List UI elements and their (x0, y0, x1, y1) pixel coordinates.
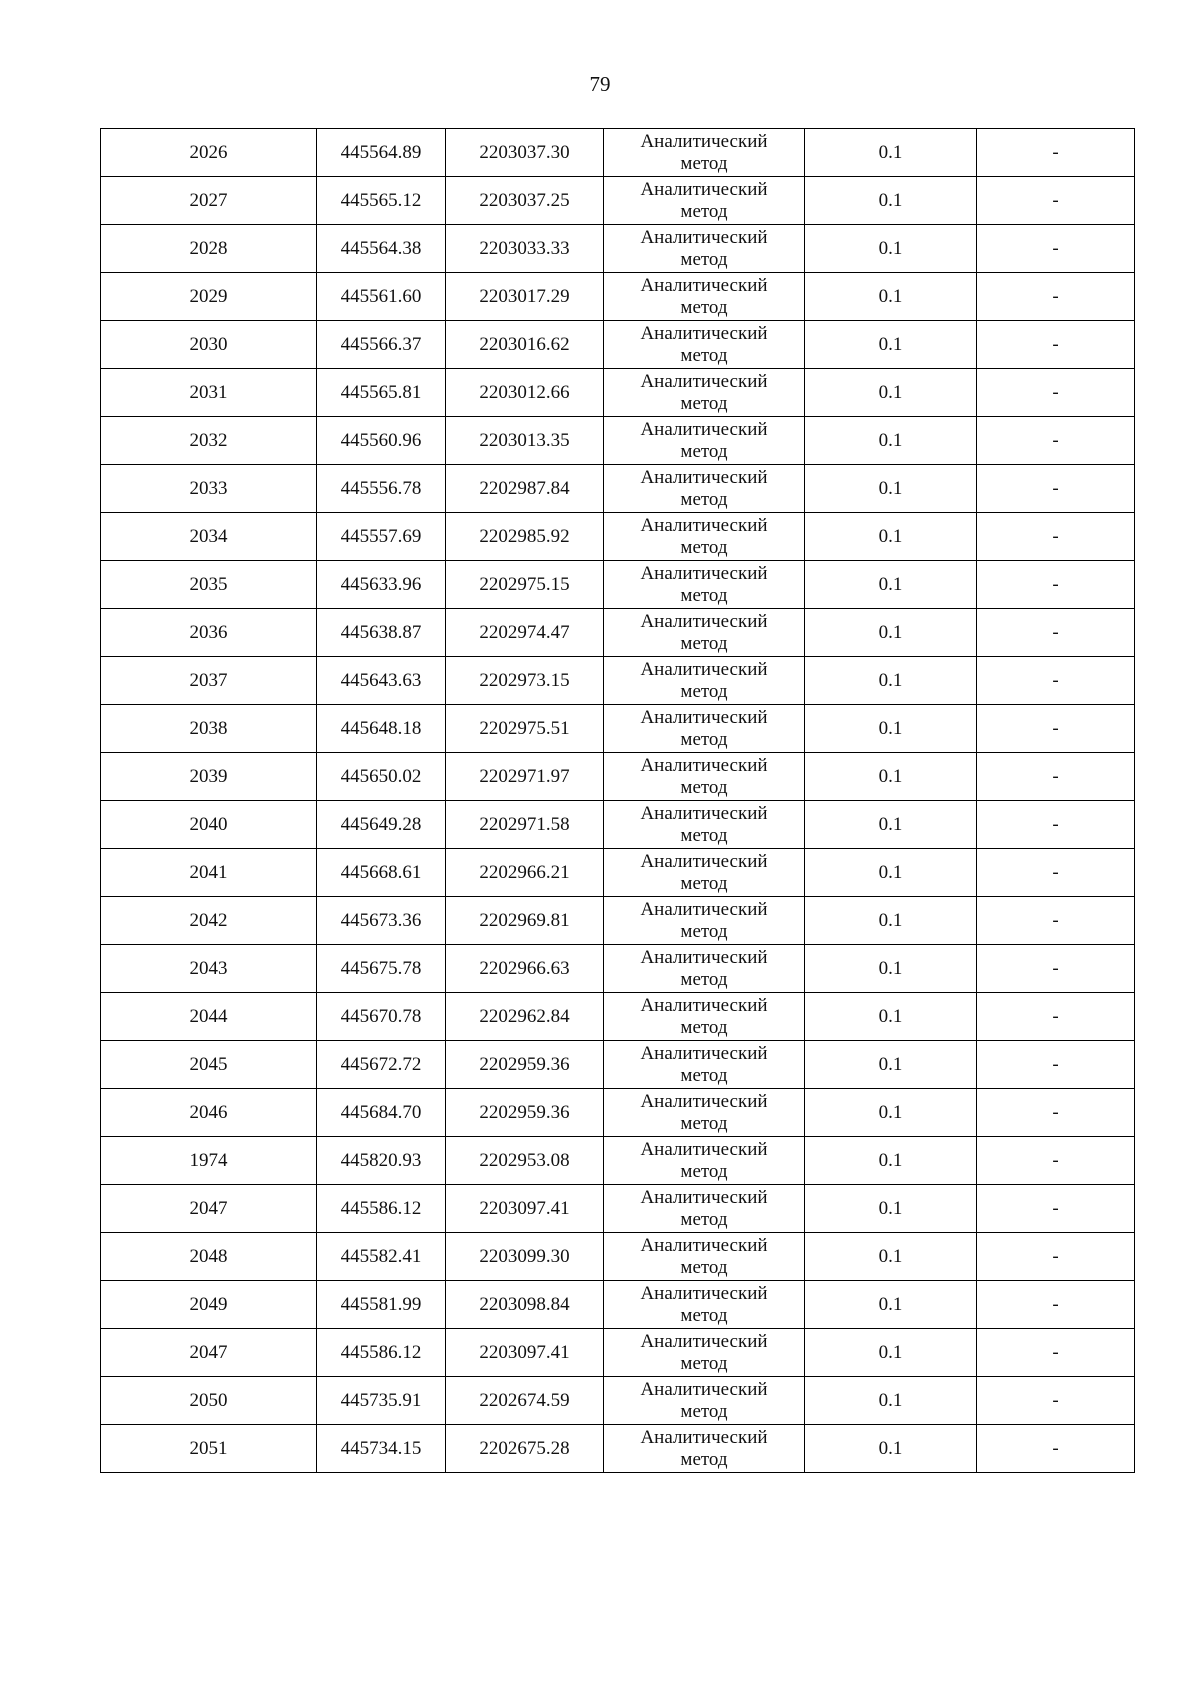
y-coordinate-cell: 2203037.30 (446, 129, 604, 177)
note-cell: - (977, 561, 1135, 609)
x-coordinate-cell: 445586.12 (317, 1185, 446, 1233)
accuracy-cell: 0.1 (805, 801, 977, 849)
method-cell (604, 945, 805, 993)
accuracy-cell: 0.1 (805, 753, 977, 801)
table-row (101, 753, 1135, 801)
point-cell: 2033 (101, 465, 317, 513)
method-line-2: метод (680, 824, 728, 846)
method-line-1: Аналитический (640, 274, 768, 296)
y-coordinate-cell: 2202959.36 (446, 1089, 604, 1137)
note-cell: - (977, 273, 1135, 321)
x-coordinate-cell: 445675.78 (317, 945, 446, 993)
y-coordinate-cell: 2202959.36 (446, 1041, 604, 1089)
point-cell: 2026 (101, 129, 317, 177)
method-line-2: метод (680, 584, 728, 606)
point-cell: 2040 (101, 801, 317, 849)
y-coordinate-cell: 2203013.35 (446, 417, 604, 465)
point-cell: 2046 (101, 1089, 317, 1137)
method-cell (604, 849, 805, 897)
point-cell: 2038 (101, 705, 317, 753)
accuracy-cell: 0.1 (805, 1329, 977, 1377)
y-coordinate-cell: 2203099.30 (446, 1233, 604, 1281)
table-row (101, 801, 1135, 849)
method-line-1: Аналитический (640, 1186, 768, 1208)
note-cell: - (977, 129, 1135, 177)
point-cell: 2045 (101, 1041, 317, 1089)
x-coordinate-cell: 445734.15 (317, 1425, 446, 1473)
method-line-2: метод (680, 296, 728, 318)
method-line-2: метод (680, 200, 728, 222)
method-line-2: метод (680, 152, 728, 174)
method-line-1: Аналитический (640, 1330, 768, 1352)
table-row (101, 705, 1135, 753)
table-row (101, 129, 1135, 177)
point-cell: 2047 (101, 1185, 317, 1233)
x-coordinate-cell: 445643.63 (317, 657, 446, 705)
method-cell (604, 1377, 805, 1425)
accuracy-cell: 0.1 (805, 993, 977, 1041)
y-coordinate-cell: 2202974.47 (446, 609, 604, 657)
table-row (101, 1089, 1135, 1137)
x-coordinate-cell: 445566.37 (317, 321, 446, 369)
method-cell (604, 801, 805, 849)
note-cell: - (977, 369, 1135, 417)
y-coordinate-cell: 2202966.21 (446, 849, 604, 897)
point-cell: 2029 (101, 273, 317, 321)
x-coordinate-cell: 445565.12 (317, 177, 446, 225)
accuracy-cell: 0.1 (805, 1377, 977, 1425)
y-coordinate-cell: 2203097.41 (446, 1329, 604, 1377)
method-cell (604, 993, 805, 1041)
x-coordinate-cell: 445556.78 (317, 465, 446, 513)
table-row (101, 1185, 1135, 1233)
note-cell: - (977, 609, 1135, 657)
note-cell: - (977, 849, 1135, 897)
y-coordinate-cell: 2202674.59 (446, 1377, 604, 1425)
x-coordinate-cell: 445672.72 (317, 1041, 446, 1089)
accuracy-cell: 0.1 (805, 945, 977, 993)
note-cell: - (977, 1233, 1135, 1281)
accuracy-cell: 0.1 (805, 561, 977, 609)
point-cell: 2043 (101, 945, 317, 993)
table-row (101, 225, 1135, 273)
point-cell: 2032 (101, 417, 317, 465)
method-line-2: метод (680, 440, 728, 462)
y-coordinate-cell: 2203097.41 (446, 1185, 604, 1233)
x-coordinate-cell: 445586.12 (317, 1329, 446, 1377)
x-coordinate-cell: 445582.41 (317, 1233, 446, 1281)
x-coordinate-cell: 445564.89 (317, 129, 446, 177)
method-line-2: метод (680, 1208, 728, 1230)
table-row (101, 1233, 1135, 1281)
table-row (101, 1425, 1135, 1473)
method-line-1: Аналитический (640, 1426, 768, 1448)
method-line-1: Аналитический (640, 802, 768, 824)
note-cell: - (977, 225, 1135, 273)
method-line-1: Аналитический (640, 946, 768, 968)
table-row (101, 657, 1135, 705)
table-row (101, 417, 1135, 465)
y-coordinate-cell: 2202966.63 (446, 945, 604, 993)
method-line-2: метод (680, 392, 728, 414)
y-coordinate-cell: 2202985.92 (446, 513, 604, 561)
method-cell (604, 657, 805, 705)
y-coordinate-cell: 2203016.62 (446, 321, 604, 369)
y-coordinate-cell: 2203033.33 (446, 225, 604, 273)
table-row (101, 1137, 1135, 1185)
method-line-2: метод (680, 1160, 728, 1182)
table-row (101, 561, 1135, 609)
method-cell (604, 753, 805, 801)
y-coordinate-cell: 2203017.29 (446, 273, 604, 321)
y-coordinate-cell: 2202971.58 (446, 801, 604, 849)
method-line-2: метод (680, 536, 728, 558)
method-line-2: метод (680, 632, 728, 654)
method-cell (604, 273, 805, 321)
method-cell (604, 369, 805, 417)
method-line-2: метод (680, 344, 728, 366)
method-cell (604, 513, 805, 561)
note-cell: - (977, 417, 1135, 465)
method-cell (604, 177, 805, 225)
method-line-1: Аналитический (640, 610, 768, 632)
x-coordinate-cell: 445820.93 (317, 1137, 446, 1185)
coordinates-table (100, 128, 1135, 1473)
point-cell: 2027 (101, 177, 317, 225)
point-cell: 2048 (101, 1233, 317, 1281)
accuracy-cell: 0.1 (805, 1185, 977, 1233)
method-line-1: Аналитический (640, 1090, 768, 1112)
method-cell (604, 129, 805, 177)
method-cell (604, 561, 805, 609)
y-coordinate-cell: 2202962.84 (446, 993, 604, 1041)
accuracy-cell: 0.1 (805, 897, 977, 945)
method-line-1: Аналитический (640, 370, 768, 392)
method-cell (604, 705, 805, 753)
accuracy-cell: 0.1 (805, 369, 977, 417)
point-cell: 2037 (101, 657, 317, 705)
method-line-1: Аналитический (640, 1282, 768, 1304)
x-coordinate-cell: 445557.69 (317, 513, 446, 561)
note-cell: - (977, 945, 1135, 993)
method-cell (604, 417, 805, 465)
note-cell: - (977, 1089, 1135, 1137)
accuracy-cell: 0.1 (805, 657, 977, 705)
method-cell (604, 1329, 805, 1377)
accuracy-cell: 0.1 (805, 1089, 977, 1137)
method-cell (604, 1185, 805, 1233)
accuracy-cell: 0.1 (805, 417, 977, 465)
x-coordinate-cell: 445565.81 (317, 369, 446, 417)
method-cell (604, 897, 805, 945)
method-cell (604, 321, 805, 369)
x-coordinate-cell: 445649.28 (317, 801, 446, 849)
point-cell: 2041 (101, 849, 317, 897)
coordinates-table-body (101, 129, 1135, 1473)
method-cell (604, 225, 805, 273)
note-cell: - (977, 1041, 1135, 1089)
y-coordinate-cell: 2202975.15 (446, 561, 604, 609)
point-cell: 2049 (101, 1281, 317, 1329)
method-line-1: Аналитический (640, 178, 768, 200)
y-coordinate-cell: 2203012.66 (446, 369, 604, 417)
method-line-1: Аналитический (640, 754, 768, 776)
accuracy-cell: 0.1 (805, 513, 977, 561)
x-coordinate-cell: 445668.61 (317, 849, 446, 897)
method-line-1: Аналитический (640, 658, 768, 680)
note-cell: - (977, 897, 1135, 945)
table-row (101, 369, 1135, 417)
note-cell: - (977, 1137, 1135, 1185)
method-line-2: метод (680, 1352, 728, 1374)
page-number: 79 (589, 72, 611, 96)
method-cell (604, 609, 805, 657)
method-line-1: Аналитический (640, 1138, 768, 1160)
x-coordinate-cell: 445633.96 (317, 561, 446, 609)
method-line-1: Аналитический (640, 1378, 768, 1400)
method-cell (604, 1281, 805, 1329)
method-line-1: Аналитический (640, 562, 768, 584)
point-cell: 2050 (101, 1377, 317, 1425)
method-cell (604, 465, 805, 513)
accuracy-cell: 0.1 (805, 849, 977, 897)
method-line-1: Аналитический (640, 130, 768, 152)
method-line-1: Аналитический (640, 418, 768, 440)
y-coordinate-cell: 2202975.51 (446, 705, 604, 753)
note-cell: - (977, 1425, 1135, 1473)
method-line-2: метод (680, 248, 728, 270)
note-cell: - (977, 1329, 1135, 1377)
note-cell: - (977, 657, 1135, 705)
table-row (101, 1377, 1135, 1425)
point-cell: 2028 (101, 225, 317, 273)
note-cell: - (977, 801, 1135, 849)
method-cell (604, 1425, 805, 1473)
point-cell: 2030 (101, 321, 317, 369)
method-line-2: метод (680, 1112, 728, 1134)
y-coordinate-cell: 2202953.08 (446, 1137, 604, 1185)
method-line-2: метод (680, 728, 728, 750)
method-line-1: Аналитический (640, 466, 768, 488)
point-cell: 2044 (101, 993, 317, 1041)
point-cell: 2034 (101, 513, 317, 561)
y-coordinate-cell: 2203037.25 (446, 177, 604, 225)
method-line-2: метод (680, 1304, 728, 1326)
accuracy-cell: 0.1 (805, 465, 977, 513)
method-line-2: метод (680, 920, 728, 942)
method-line-1: Аналитический (640, 322, 768, 344)
method-cell (604, 1041, 805, 1089)
accuracy-cell: 0.1 (805, 609, 977, 657)
accuracy-cell: 0.1 (805, 1425, 977, 1473)
method-line-2: метод (680, 776, 728, 798)
accuracy-cell: 0.1 (805, 1041, 977, 1089)
point-cell: 2047 (101, 1329, 317, 1377)
method-line-1: Аналитический (640, 994, 768, 1016)
table-row (101, 273, 1135, 321)
method-cell (604, 1137, 805, 1185)
accuracy-cell: 0.1 (805, 705, 977, 753)
table-row (101, 1329, 1135, 1377)
x-coordinate-cell: 445648.18 (317, 705, 446, 753)
note-cell: - (977, 465, 1135, 513)
note-cell: - (977, 1377, 1135, 1425)
accuracy-cell: 0.1 (805, 1137, 977, 1185)
table-row (101, 609, 1135, 657)
table-row (101, 993, 1135, 1041)
accuracy-cell: 0.1 (805, 129, 977, 177)
method-line-1: Аналитический (640, 1234, 768, 1256)
method-line-2: метод (680, 872, 728, 894)
x-coordinate-cell: 445650.02 (317, 753, 446, 801)
x-coordinate-cell: 445581.99 (317, 1281, 446, 1329)
method-line-2: метод (680, 1016, 728, 1038)
x-coordinate-cell: 445684.70 (317, 1089, 446, 1137)
method-line-1: Аналитический (640, 706, 768, 728)
method-line-2: метод (680, 1256, 728, 1278)
accuracy-cell: 0.1 (805, 273, 977, 321)
accuracy-cell: 0.1 (805, 1233, 977, 1281)
y-coordinate-cell: 2203098.84 (446, 1281, 604, 1329)
note-cell: - (977, 705, 1135, 753)
method-line-2: метод (680, 1064, 728, 1086)
method-line-2: метод (680, 1448, 728, 1470)
y-coordinate-cell: 2202969.81 (446, 897, 604, 945)
method-line-1: Аналитический (640, 898, 768, 920)
note-cell: - (977, 1185, 1135, 1233)
x-coordinate-cell: 445564.38 (317, 225, 446, 273)
method-line-2: метод (680, 1400, 728, 1422)
accuracy-cell: 0.1 (805, 225, 977, 273)
table-row (101, 513, 1135, 561)
y-coordinate-cell: 2202971.97 (446, 753, 604, 801)
method-line-1: Аналитический (640, 514, 768, 536)
table-row (101, 1041, 1135, 1089)
point-cell: 1974 (101, 1137, 317, 1185)
table-row (101, 945, 1135, 993)
x-coordinate-cell: 445670.78 (317, 993, 446, 1041)
accuracy-cell: 0.1 (805, 1281, 977, 1329)
method-cell (604, 1233, 805, 1281)
note-cell: - (977, 993, 1135, 1041)
method-line-2: метод (680, 968, 728, 990)
y-coordinate-cell: 2202973.15 (446, 657, 604, 705)
point-cell: 2031 (101, 369, 317, 417)
note-cell: - (977, 753, 1135, 801)
point-cell: 2042 (101, 897, 317, 945)
x-coordinate-cell: 445638.87 (317, 609, 446, 657)
method-cell (604, 1089, 805, 1137)
method-line-1: Аналитический (640, 850, 768, 872)
y-coordinate-cell: 2202675.28 (446, 1425, 604, 1473)
method-line-2: метод (680, 488, 728, 510)
point-cell: 2039 (101, 753, 317, 801)
table-row (101, 177, 1135, 225)
point-cell: 2035 (101, 561, 317, 609)
table-row (101, 849, 1135, 897)
table-row (101, 897, 1135, 945)
x-coordinate-cell: 445673.36 (317, 897, 446, 945)
x-coordinate-cell: 445561.60 (317, 273, 446, 321)
method-line-1: Аналитический (640, 1042, 768, 1064)
method-line-2: метод (680, 680, 728, 702)
note-cell: - (977, 513, 1135, 561)
table-row (101, 465, 1135, 513)
note-cell: - (977, 1281, 1135, 1329)
x-coordinate-cell: 445560.96 (317, 417, 446, 465)
accuracy-cell: 0.1 (805, 321, 977, 369)
table-row (101, 321, 1135, 369)
table-row (101, 1281, 1135, 1329)
note-cell: - (977, 177, 1135, 225)
accuracy-cell: 0.1 (805, 177, 977, 225)
x-coordinate-cell: 445735.91 (317, 1377, 446, 1425)
point-cell: 2036 (101, 609, 317, 657)
point-cell: 2051 (101, 1425, 317, 1473)
method-line-1: Аналитический (640, 226, 768, 248)
note-cell: - (977, 321, 1135, 369)
y-coordinate-cell: 2202987.84 (446, 465, 604, 513)
